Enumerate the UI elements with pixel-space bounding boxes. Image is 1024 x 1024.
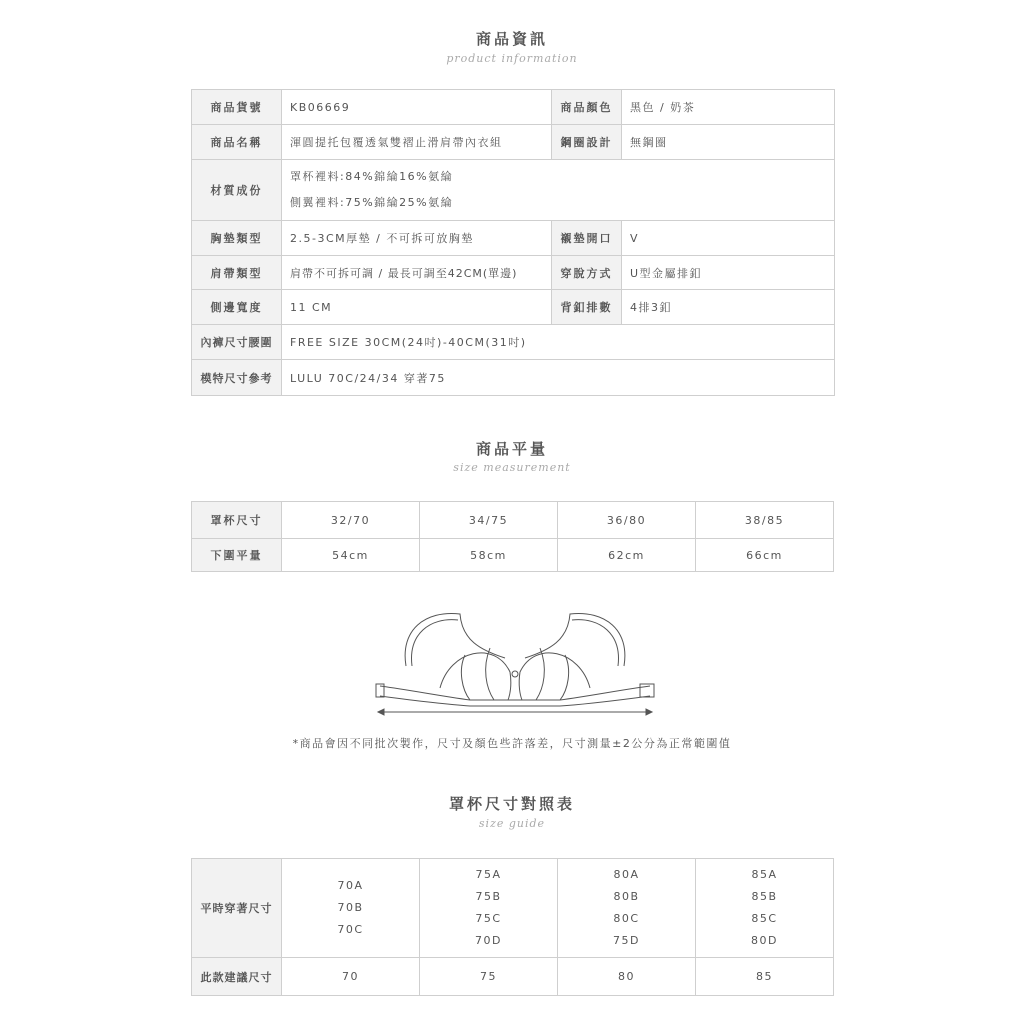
name-label: 商品名稱 [192, 125, 282, 160]
measure-title: 商品平量 [475, 440, 548, 458]
sku-label: 商品貨號 [192, 90, 282, 125]
recommend-size-cell: 70 [282, 958, 420, 996]
info-row-strap [192, 256, 835, 290]
model-label: 模特尺寸參考 [192, 360, 282, 396]
normal-size-cell [558, 859, 696, 958]
material-value [282, 160, 835, 221]
info-row-material [192, 160, 835, 221]
cup-size-label: 罩杯尺寸 [192, 502, 282, 539]
wire-value: 無鋼圈 [622, 125, 835, 160]
guide-table [191, 858, 834, 996]
normal-size-label: 平時穿著尺寸 [192, 859, 282, 958]
recommend-size-cell: 85 [696, 958, 834, 996]
normal-size-item: 70C [337, 923, 364, 936]
guide-subtitle: size guide [478, 817, 546, 830]
sku-value: KB06669 [282, 90, 552, 125]
cup-size-cell: 34/75 [420, 502, 558, 539]
recommend-size-label: 此款建議尺寸 [192, 958, 282, 996]
normal-size-cell [696, 859, 834, 958]
info-row-pad [192, 221, 835, 256]
normal-size-item: 75C [475, 912, 502, 925]
waist-value: FREE SIZE 30CM(24吋)-40CM(31吋) [282, 325, 835, 360]
info-row-side [192, 290, 835, 325]
normal-size-item: 85B [751, 890, 778, 903]
normal-size-item: 70A [337, 879, 364, 892]
measure-table [191, 501, 834, 572]
guide-row-normal [192, 859, 834, 958]
normal-size-item: 80B [613, 890, 640, 903]
material-label: 材質成份 [192, 160, 282, 221]
normal-size-item: 75B [475, 890, 502, 903]
pad-label: 胸墊類型 [192, 221, 282, 256]
info-row-sku [192, 90, 835, 125]
cup-size-cell: 36/80 [558, 502, 696, 539]
info-table [191, 89, 835, 396]
normal-size-item: 80D [751, 934, 778, 947]
neck-value: V [622, 221, 835, 256]
strap-value: 肩帶不可拆可調 / 最長可調至42CM(單邊) [282, 256, 552, 290]
neck-label: 襯墊開口 [552, 221, 622, 256]
underbust-cell: 62cm [558, 539, 696, 572]
measure-row-underbust [192, 539, 834, 572]
bra-diagram-icon [370, 600, 660, 718]
color-label: 商品顏色 [552, 90, 622, 125]
underbust-cell: 54cm [282, 539, 420, 572]
hook-label: 背釦排數 [552, 290, 622, 325]
recommend-size-cell: 80 [558, 958, 696, 996]
underbust-cell: 66cm [696, 539, 834, 572]
side-value: 11 CM [282, 290, 552, 325]
model-value: LULU 70C/24/34 穿著75 [282, 360, 835, 396]
normal-size-item: 85C [751, 912, 778, 925]
wear-label: 穿脫方式 [552, 256, 622, 290]
material-line-2: 側翼裡料:75%錦綸25%氨綸 [290, 196, 454, 209]
normal-size-item: 70B [337, 901, 364, 914]
cup-size-cell: 32/70 [282, 502, 420, 539]
info-row-model [192, 360, 835, 396]
normal-size-cell [282, 859, 420, 958]
strap-label: 肩帶類型 [192, 256, 282, 290]
measure-row-size [192, 502, 834, 539]
color-value: 黑色 / 奶茶 [622, 90, 835, 125]
name-value: 渾圓提托包覆透氣雙褶止滑肩帶內衣組 [282, 125, 552, 160]
hook-value: 4排3釦 [622, 290, 835, 325]
measure-subtitle: size measurement [453, 461, 571, 474]
info-row-name [192, 125, 835, 160]
normal-size-item: 80C [613, 912, 640, 925]
info-subtitle: product information [446, 52, 578, 65]
cup-size-cell: 38/85 [696, 502, 834, 539]
underbust-label: 下圍平量 [192, 539, 282, 572]
normal-size-item: 75A [475, 868, 502, 881]
info-title: 商品資訊 [475, 30, 548, 48]
info-row-waist [192, 325, 835, 360]
pad-value: 2.5-3CM厚墊 / 不可拆可放胸墊 [282, 221, 552, 256]
normal-size-cell [420, 859, 558, 958]
guide-title: 罩杯尺寸對照表 [448, 795, 575, 813]
recommend-size-cell: 75 [420, 958, 558, 996]
wire-label: 鋼圈設計 [552, 125, 622, 160]
underbust-cell: 58cm [420, 539, 558, 572]
wear-value: U型金屬排釦 [622, 256, 835, 290]
normal-size-item: 70D [475, 934, 502, 947]
waist-label: 內褲尺寸腰圍 [192, 325, 282, 360]
normal-size-item: 85A [751, 868, 778, 881]
material-line-1: 罩杯裡料:84%錦綸16%氨綸 [290, 170, 454, 183]
size-note: *商品會因不同批次製作，尺寸及顏色些許落差，尺寸測量±2公分為正常範圍值 [292, 737, 732, 750]
guide-row-recommend [192, 958, 834, 996]
normal-size-item: 75D [613, 934, 640, 947]
normal-size-item: 80A [613, 868, 640, 881]
side-label: 側邊寬度 [192, 290, 282, 325]
